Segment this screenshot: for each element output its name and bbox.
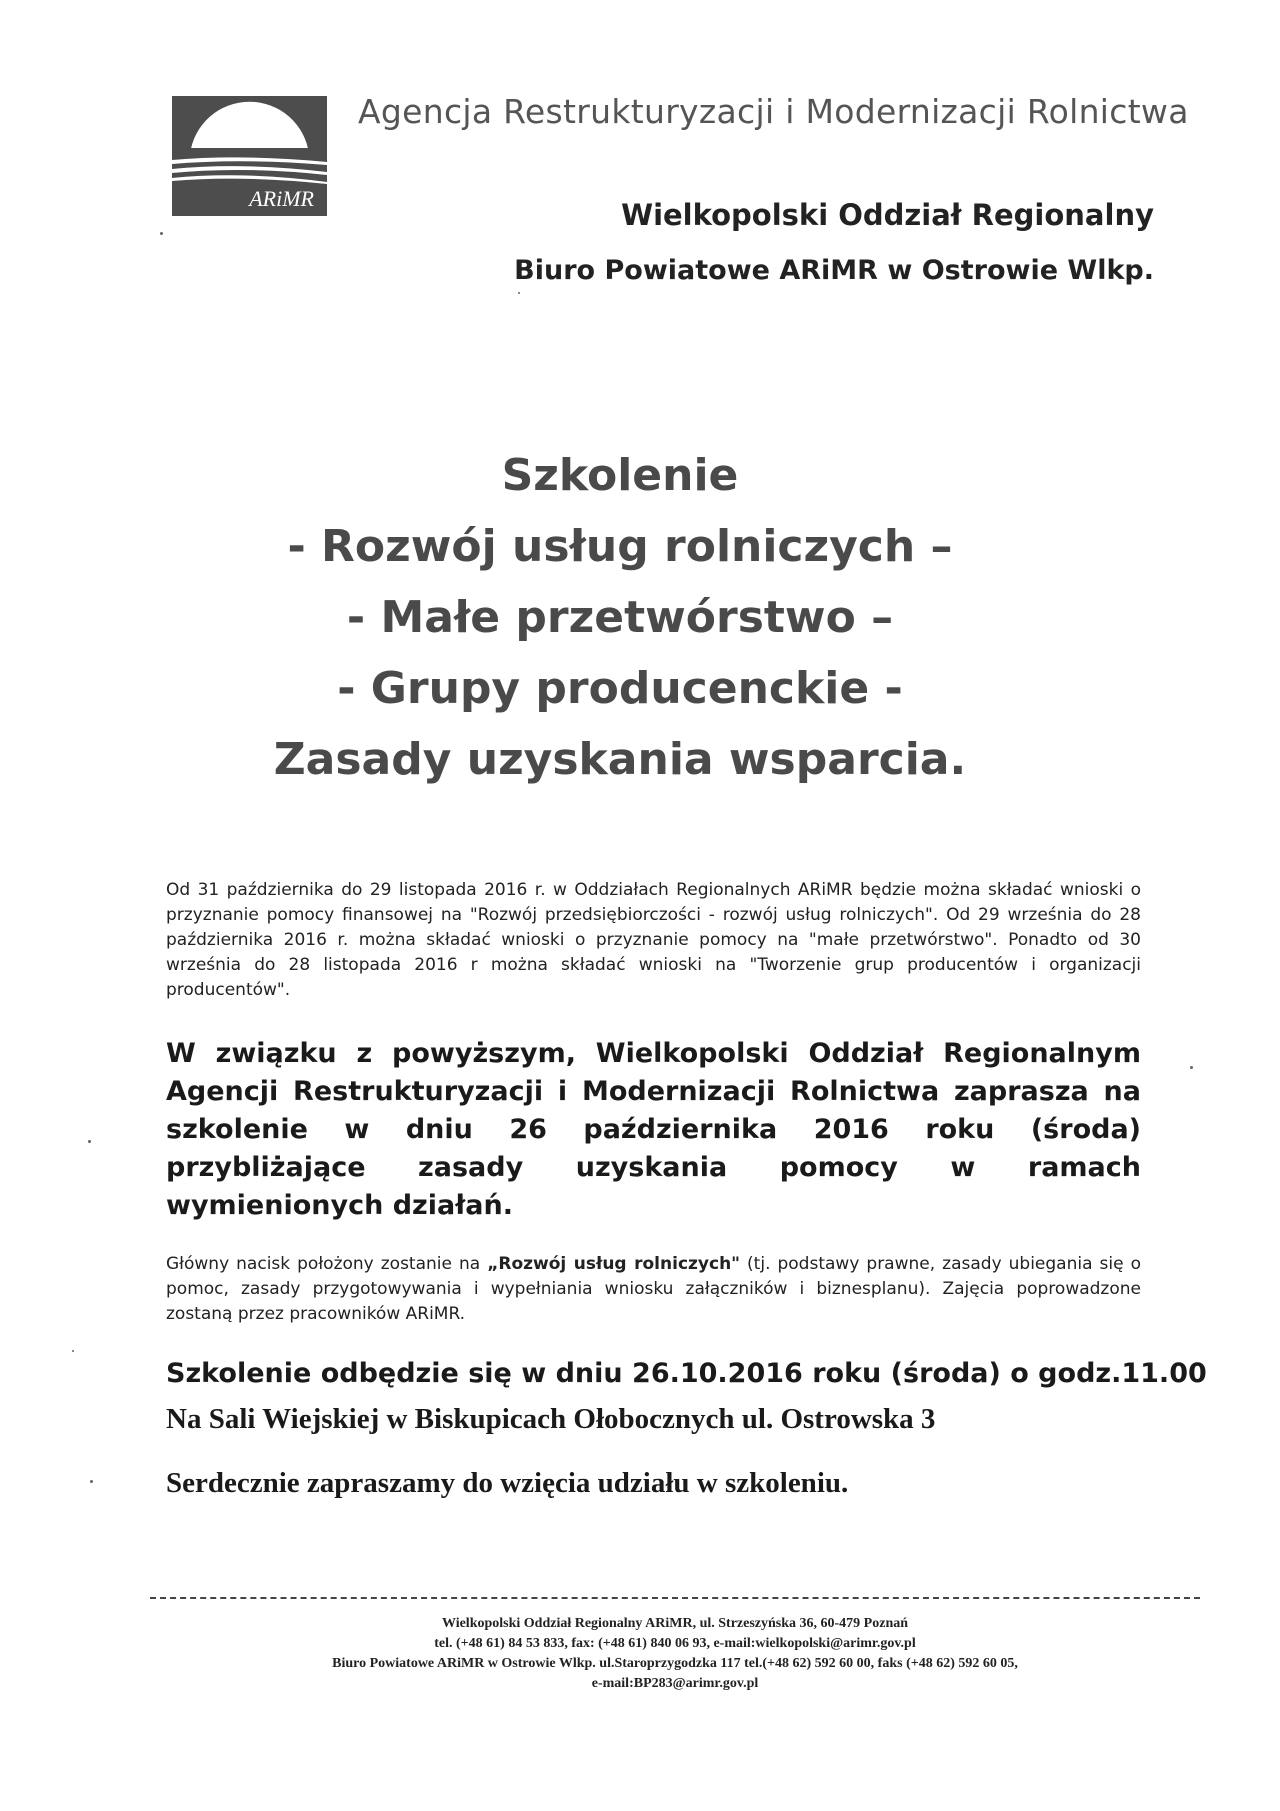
regional-office: Wielkopolski Oddział Regionalny	[621, 198, 1154, 232]
arimr-logo	[172, 96, 327, 216]
title-line: - Grupy producenckie -	[337, 663, 903, 714]
footer-divider	[150, 1597, 1200, 1599]
title-line: - Małe przetwórstwo –	[346, 592, 894, 643]
scan-speck	[1190, 1066, 1193, 1069]
closing-invitation: Serdecznie zapraszamy do wzięcia udziału w szkoleniu.	[166, 1467, 849, 1499]
logo-text: ARiMR	[249, 186, 314, 211]
application-periods-paragraph: Od 31 października do 29 listopada 2016 r. w Oddziałach Regionalnych ARiMR będzie można składać wnioski o przyznanie pomocy finansowej na "Rozwój przedsiębiorczości - rozwój usług rolniczych". Od 29 września do 28 października 2016 r. można składać wnioski o przyznanie pomocy na "małe przetwórstwo". Ponadto od 30 września do 28 listopada 2016 r można składać wnioski na "Tworzenie grup producentów i organizacji producentów".	[166, 880, 1141, 1000]
invitation-paragraph: W związku z powyższym, Wielkopolski Oddział Regionalnym Agencji Restrukturyzacji i Modernizacji Rolnictwa zaprasza na szkolenie w dniu 26 października 2016 roku (środa) przybliżające zasady uzyskania pomocy w ramach wymienionych działań.	[166, 1038, 1141, 1221]
agency-name: Agencja Restrukturyzacji i Modernizacji Rolnictwa	[358, 92, 1189, 131]
focus-text-start: Główny nacisk położony zostanie na	[166, 1254, 488, 1274]
county-office: Biuro Powiatowe ARiMR w Ostrowie Wlkp.	[514, 255, 1154, 286]
title-line: Szkolenie	[501, 450, 739, 501]
focus-text-end: (tj. podstawy prawne, zasady ubiegania się o pomoc, zasady przygotowywania i wypełniania wniosku załączników i biznesplanu). Zajęcia poprowadzone zostaną przez pracowników ARiMR.	[166, 1254, 1141, 1324]
event-place: Na Sali Wiejskiej w Biskupicach Ołobocznych ul. Ostrowska 3	[166, 1403, 936, 1435]
scan-speck	[160, 232, 163, 235]
scan-speck	[518, 292, 520, 294]
footer-contact	[150, 1614, 1200, 1694]
focus-topic: „Rozwój usług rolniczych"	[487, 1254, 741, 1274]
scan-speck	[88, 1140, 91, 1143]
footer-line: tel. (+48 61) 84 53 833, fax: (+48 61) 840 06 93, e-mail:wielkopolski@arimr.gov.pl	[434, 1636, 916, 1651]
scan-speck	[72, 1350, 74, 1352]
footer-line: Wielkopolski Oddział Regionalny ARiMR, ul. Strzeszyńska 36, 60-479 Poznań	[441, 1616, 909, 1631]
focus-paragraph	[166, 1252, 1141, 1327]
training-title	[220, 440, 1020, 795]
event-date: Szkolenie odbędzie się w dniu 26.10.2016 roku (środa) o godz.11.00	[166, 1358, 1207, 1389]
footer-line: e-mail:BP283@arimr.gov.pl	[591, 1676, 759, 1691]
title-line: - Rozwój usług rolniczych –	[287, 521, 953, 572]
title-line: Zasady uzyskania wsparcia.	[273, 734, 967, 785]
scan-speck	[90, 1480, 93, 1483]
footer-line: Biuro Powiatowe ARiMR w Ostrowie Wlkp. ul.Staroprzygodzka 117 tel.(+48 62) 592 60 00, faks (+48 62) 592 60 05,	[332, 1656, 1018, 1671]
